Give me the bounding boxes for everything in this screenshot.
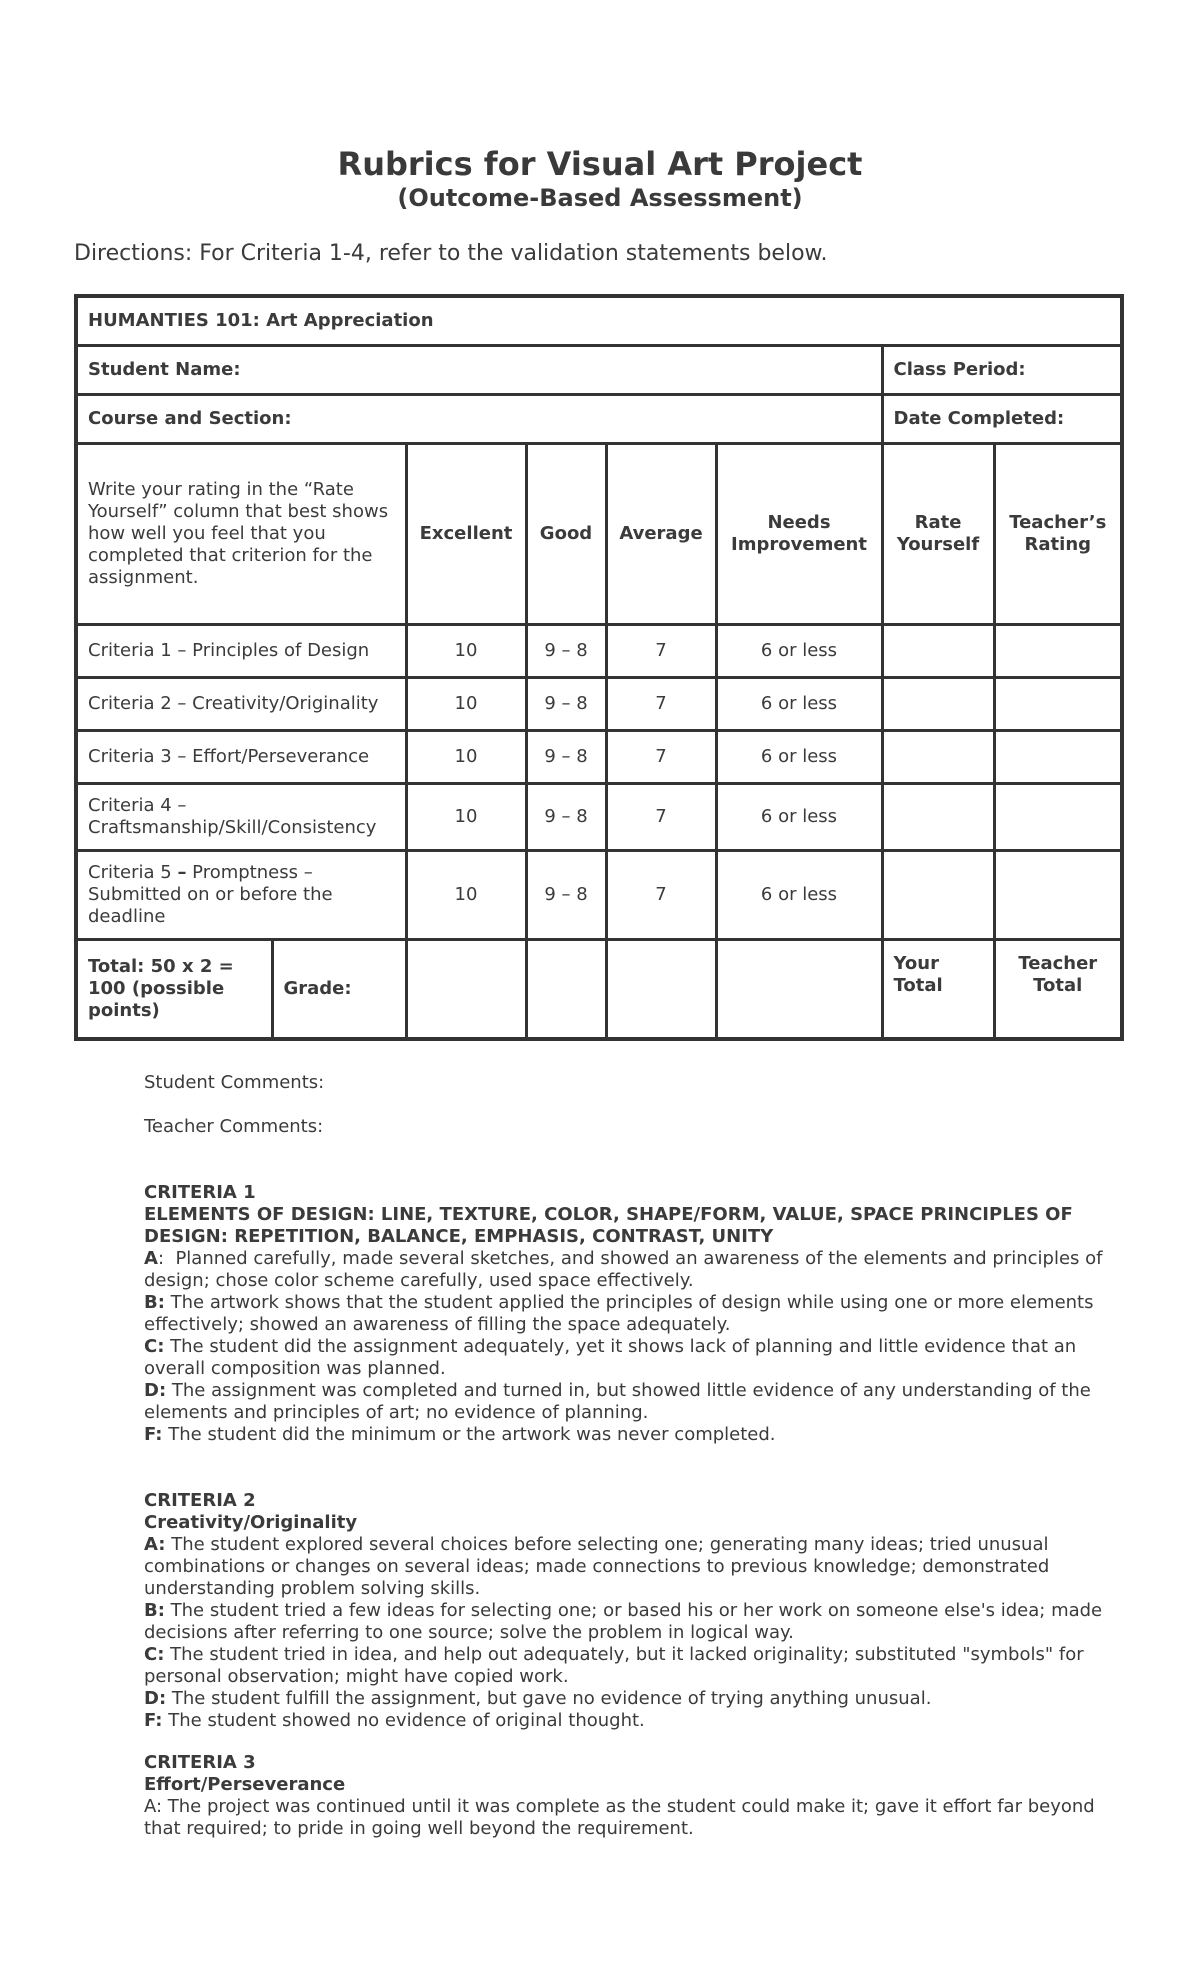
item-key: A: bbox=[144, 1534, 166, 1555]
item-key: D: bbox=[144, 1688, 167, 1709]
header-teacher-rating: Teacher’s Rating bbox=[994, 444, 1122, 625]
needs-improvement-score: 6 or less bbox=[716, 851, 882, 940]
criteria-5-rest: Promptness – Submitted on or before the deadline bbox=[88, 862, 333, 927]
empty-cell bbox=[406, 940, 526, 1040]
empty-cell bbox=[716, 940, 882, 1040]
rate-yourself-cell[interactable] bbox=[882, 784, 994, 851]
criteria-name bbox=[76, 851, 406, 940]
criteria-3-text: A: The project was continued until it was complete as the student could make it; gave it effort far beyond that required; to pride in going well beyond the requirement. bbox=[144, 1796, 1095, 1839]
item-text: Planned carefully, made several sketches, and showed an awareness of the elements and principles of design; chose color scheme carefully, used space effectively. bbox=[144, 1248, 1103, 1291]
item-text: The student tried in idea, and help out adequately, but it lacked originality; substituted "symbols" for personal observation; might have copied work. bbox=[144, 1644, 1084, 1687]
student-name-label: Student Name: bbox=[76, 346, 882, 395]
table-row bbox=[76, 731, 1122, 784]
excellent-score: 10 bbox=[406, 784, 526, 851]
rubric-table bbox=[74, 294, 1124, 1041]
table-row bbox=[76, 625, 1122, 678]
table-row bbox=[76, 678, 1122, 731]
teacher-comments-label: Teacher Comments: bbox=[144, 1116, 324, 1137]
item-text: The artwork shows that the student applied the principles of design while using one or more elements effectively; showed an awareness of filling the space adequately. bbox=[144, 1292, 1094, 1335]
teacher-rating-cell[interactable] bbox=[994, 678, 1122, 731]
criteria-2-section bbox=[144, 1490, 1104, 1732]
rate-yourself-cell[interactable] bbox=[882, 678, 994, 731]
teacher-rating-cell[interactable] bbox=[994, 731, 1122, 784]
criteria-2-item-a bbox=[144, 1534, 1104, 1600]
criteria-2-subheading: Creativity/Originality bbox=[144, 1512, 358, 1533]
table-row bbox=[76, 851, 1122, 940]
item-key: B: bbox=[144, 1292, 165, 1313]
criteria-1-section bbox=[144, 1182, 1104, 1446]
criteria-2-item-d bbox=[144, 1688, 1104, 1710]
excellent-score: 10 bbox=[406, 851, 526, 940]
your-total-label: Your Total bbox=[882, 940, 994, 1040]
directions-text: Directions: For Criteria 1-4, refer to the validation statements below. bbox=[74, 241, 828, 266]
criteria-1-item-a bbox=[144, 1248, 1104, 1292]
grade-label: Grade: bbox=[272, 940, 406, 1040]
class-period-label: Class Period: bbox=[882, 346, 1122, 395]
item-text: The assignment was completed and turned in, but showed little evidence of any understanding of the elements and principles of art; no evidence of planning. bbox=[144, 1380, 1091, 1423]
good-score: 9 – 8 bbox=[526, 784, 606, 851]
average-score: 7 bbox=[606, 784, 716, 851]
criteria-2-heading: CRITERIA 2 bbox=[144, 1490, 256, 1511]
page-subtitle: (Outcome-Based Assessment) bbox=[397, 184, 803, 212]
needs-improvement-score: 6 or less bbox=[716, 784, 882, 851]
rate-yourself-cell[interactable] bbox=[882, 625, 994, 678]
page-title: Rubrics for Visual Art Project bbox=[337, 145, 863, 183]
item-text: The student fulfill the assignment, but gave no evidence of trying anything unusual. bbox=[171, 1688, 932, 1709]
needs-improvement-score: 6 or less bbox=[716, 625, 882, 678]
criteria-1-item-b bbox=[144, 1292, 1104, 1336]
teacher-total-label: Teacher Total bbox=[994, 940, 1122, 1040]
criteria-3-heading: CRITERIA 3 bbox=[144, 1752, 256, 1773]
criteria-2-item-c bbox=[144, 1644, 1104, 1688]
good-score: 9 – 8 bbox=[526, 851, 606, 940]
item-text: The student did the assignment adequately, yet it shows lack of planning and little evidence that an overall composition was planned. bbox=[144, 1336, 1077, 1379]
item-text: The student explored several choices before selecting one; generating many ideas; tried unusual combinations or changes on several ideas; made connections to previous knowledge; demonstrated understanding problem solving skills. bbox=[144, 1534, 1050, 1599]
empty-cell bbox=[606, 940, 716, 1040]
good-score: 9 – 8 bbox=[526, 731, 606, 784]
teacher-rating-cell[interactable] bbox=[994, 625, 1122, 678]
excellent-score: 10 bbox=[406, 678, 526, 731]
item-text: The student did the minimum or the artwork was never completed. bbox=[168, 1424, 776, 1445]
course-section-label: Course and Section: bbox=[76, 395, 882, 444]
header-excellent: Excellent bbox=[406, 444, 526, 625]
rating-instructions: Write your rating in the “Rate Yourself” column that best shows how well you feel that you completed that criterion for the assignment. bbox=[76, 444, 406, 625]
rate-yourself-cell[interactable] bbox=[882, 731, 994, 784]
item-text: The student showed no evidence of original thought. bbox=[168, 1710, 645, 1731]
item-key: C: bbox=[144, 1644, 165, 1665]
criteria-2-item-f bbox=[144, 1710, 1104, 1732]
total-possible-points: Total: 50 x 2 = 100 (possible points) bbox=[76, 940, 272, 1040]
good-score: 9 – 8 bbox=[526, 678, 606, 731]
criteria-1-item-d bbox=[144, 1380, 1104, 1424]
course-title-cell: HUMANTIES 101: Art Appreciation bbox=[76, 296, 1122, 346]
average-score: 7 bbox=[606, 625, 716, 678]
criteria-1-subheading: ELEMENTS OF DESIGN: LINE, TEXTURE, COLOR, SHAPE/FORM, VALUE, SPACE PRINCIPLES OF DESIGN: REPETITION, BALANCE, EMPHASIS, CONTRAST, UNITY bbox=[144, 1204, 1073, 1247]
item-key: F: bbox=[144, 1710, 163, 1731]
criteria-3-section bbox=[144, 1752, 1104, 1840]
criteria-name: Criteria 2 – Creativity/Originality bbox=[76, 678, 406, 731]
needs-improvement-score: 6 or less bbox=[716, 678, 882, 731]
needs-improvement-score: 6 or less bbox=[716, 731, 882, 784]
rate-yourself-cell[interactable] bbox=[882, 851, 994, 940]
header-rate-yourself: Rate Yourself bbox=[882, 444, 994, 625]
teacher-rating-cell[interactable] bbox=[994, 784, 1122, 851]
table-row bbox=[76, 784, 1122, 851]
criteria-5-prefix: Criteria 5 bbox=[88, 862, 178, 883]
date-completed-label: Date Completed: bbox=[882, 395, 1122, 444]
average-score: 7 bbox=[606, 731, 716, 784]
excellent-score: 10 bbox=[406, 625, 526, 678]
item-key: A bbox=[144, 1248, 158, 1269]
item-key: D: bbox=[144, 1380, 167, 1401]
item-sep: : bbox=[157, 1248, 176, 1269]
excellent-score: 10 bbox=[406, 731, 526, 784]
teacher-rating-cell[interactable] bbox=[994, 851, 1122, 940]
criteria-5-dash: – bbox=[177, 862, 187, 883]
criteria-1-item-f bbox=[144, 1424, 1104, 1446]
header-needs-improvement: Needs Improvement bbox=[716, 444, 882, 625]
criteria-2-item-b bbox=[144, 1600, 1104, 1644]
header-good: Good bbox=[526, 444, 606, 625]
criteria-name: Criteria 4 – Craftsmanship/Skill/Consistency bbox=[76, 784, 406, 851]
criteria-1-item-c bbox=[144, 1336, 1104, 1380]
average-score: 7 bbox=[606, 851, 716, 940]
student-comments-label: Student Comments: bbox=[144, 1072, 325, 1093]
criteria-1-heading: CRITERIA 1 bbox=[144, 1182, 256, 1203]
empty-cell bbox=[526, 940, 606, 1040]
average-score: 7 bbox=[606, 678, 716, 731]
item-key: F: bbox=[144, 1424, 163, 1445]
criteria-name: Criteria 1 – Principles of Design bbox=[76, 625, 406, 678]
item-text: The student tried a few ideas for selecting one; or based his or her work on someone else's idea; made decisions after referring to one source; solve the problem in logical way. bbox=[144, 1600, 1103, 1643]
criteria-3-subheading: Effort/Perseverance bbox=[144, 1774, 346, 1795]
item-key: B: bbox=[144, 1600, 165, 1621]
criteria-name: Criteria 3 – Effort/Perseverance bbox=[76, 731, 406, 784]
header-average: Average bbox=[606, 444, 716, 625]
good-score: 9 – 8 bbox=[526, 625, 606, 678]
item-key: C: bbox=[144, 1336, 165, 1357]
